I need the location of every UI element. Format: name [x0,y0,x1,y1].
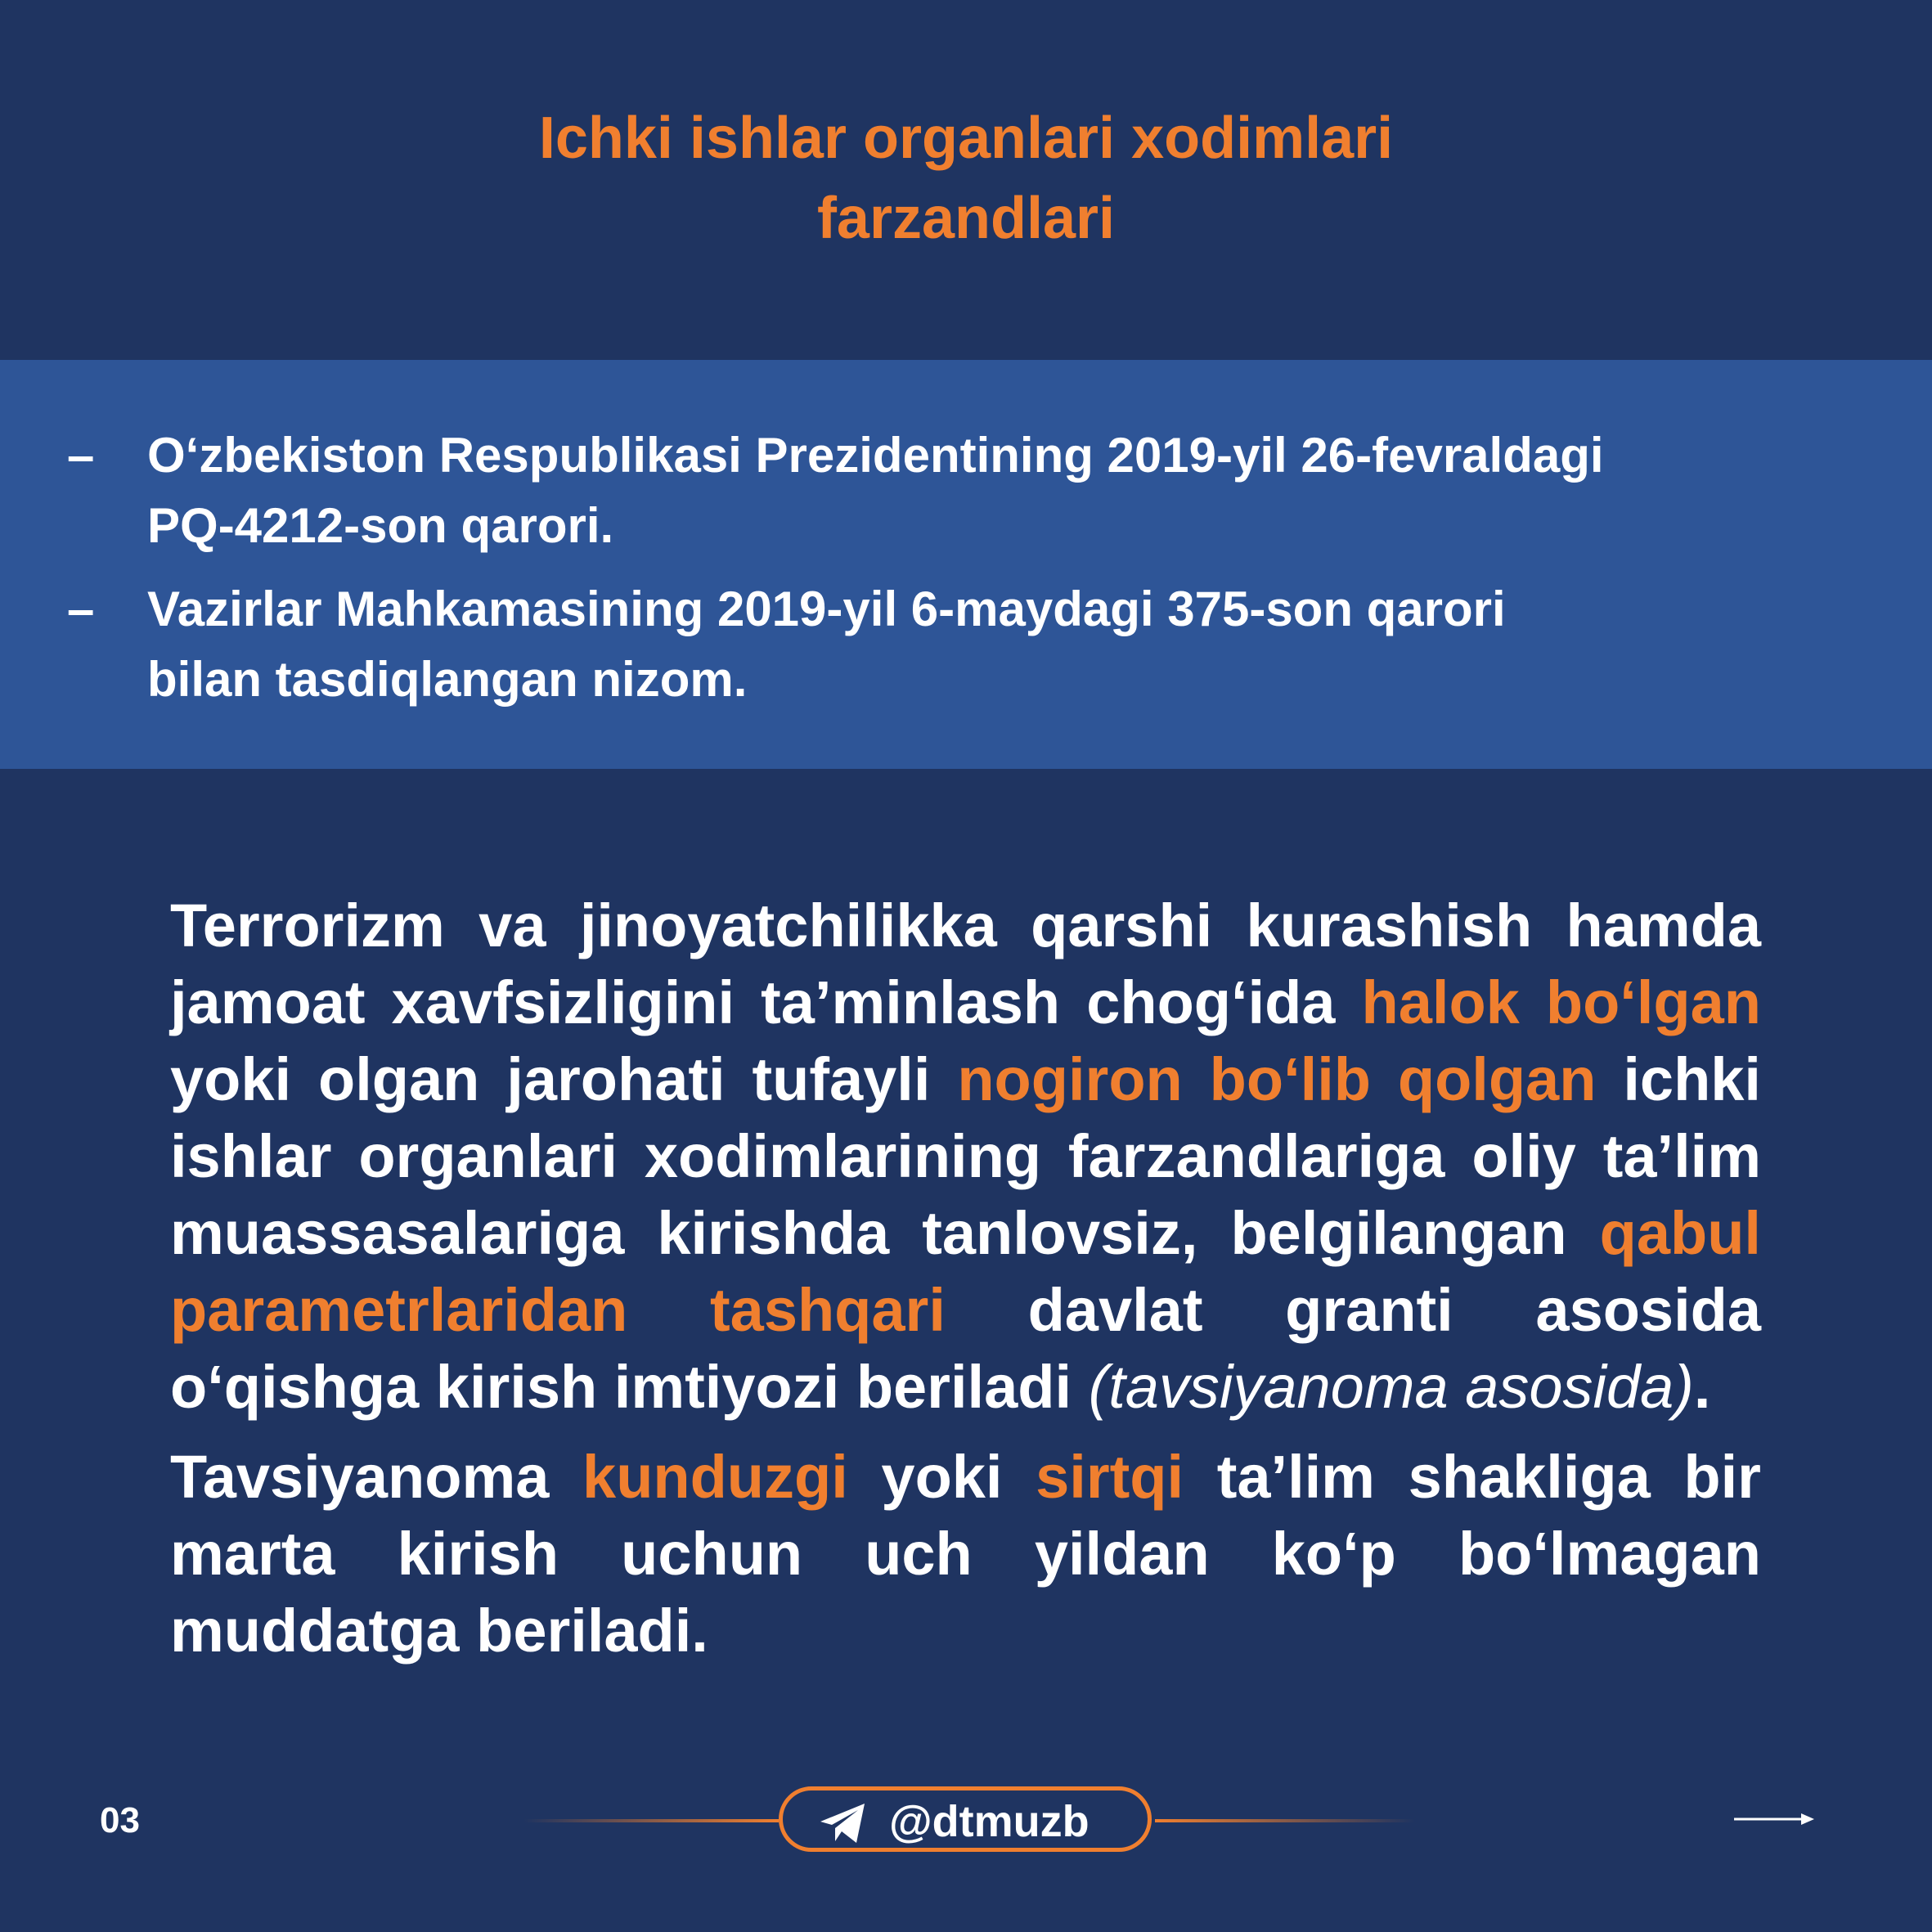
highlight-text: nogiron bo‘lib qolgan [957,1045,1597,1113]
page-title [0,98,1932,258]
paragraph-privilege [170,887,1761,1426]
highlight-text: sirtqi [1036,1443,1184,1511]
telegram-handle: @dtmuzb [889,1797,1090,1846]
text-run: yoki [847,1443,1036,1511]
footer-divider-right [1155,1819,1415,1822]
text-run: ichki ishlar organlari xodimlarining farzandlariga oliy ta’lim muassasalariga kirishda tanlovsiz, belgilangan [170,1045,1761,1267]
legal-basis-line: O‘zbekiston Respublikasi Prezidentining 2019-yil 26-fevraldagi [147,428,1604,483]
telegram-handle-link[interactable] [779,1786,1152,1852]
text-run: ta’lim shakliga bir marta kirish uchun uch yildan ko‘p bo‘lmagan muddatga beriladi. [170,1443,1761,1665]
text-run: yoki olgan jarohati tufayli [170,1045,958,1113]
telegram-icon [817,1800,869,1846]
legal-basis-line: bilan tasdiqlangan nizom. [147,652,748,707]
italic-note: (tavsiyanoma asosida) [1088,1353,1694,1421]
dash-bullet: – [67,428,95,483]
footer-divider-left [523,1819,779,1822]
legal-basis-text [147,420,1750,561]
legal-basis-line: Vazirlar Mahkamasining 2019-yil 6-maydagi 375-son qarori [147,582,1506,636]
paragraph-recommendation [170,1439,1761,1669]
text-run: Terrorizm va jinoyatchilikka qarshi kurashish hamda jamoat xavfsizligini ta’minlash chog‘ida [170,892,1761,1036]
text-run: davlat granti asosida o‘qishga kirish imtiyozi beriladi [170,1276,1761,1421]
arrow-right-icon[interactable] [1734,1811,1816,1827]
main-paragraphs [170,887,1761,1683]
highlight-text: halok bo‘lgan [1361,968,1761,1036]
highlight-text: kunduzgi [582,1443,848,1511]
title-line-1: Ichki ishlar organlari xodimlari [538,106,1394,171]
highlight-text: qabul parametrlaridan tashqari [170,1199,1761,1344]
dash-bullet: – [67,582,95,636]
legal-basis-line: PQ-4212-son qarori. [147,498,614,553]
text-run: . [1693,1353,1711,1421]
legal-basis-band [0,360,1932,769]
text-run: Tavsiyanoma [170,1443,583,1511]
legal-basis-text [147,574,1750,715]
page-number: 03 [100,1800,140,1840]
title-line-2: farzandlari [816,186,1116,251]
